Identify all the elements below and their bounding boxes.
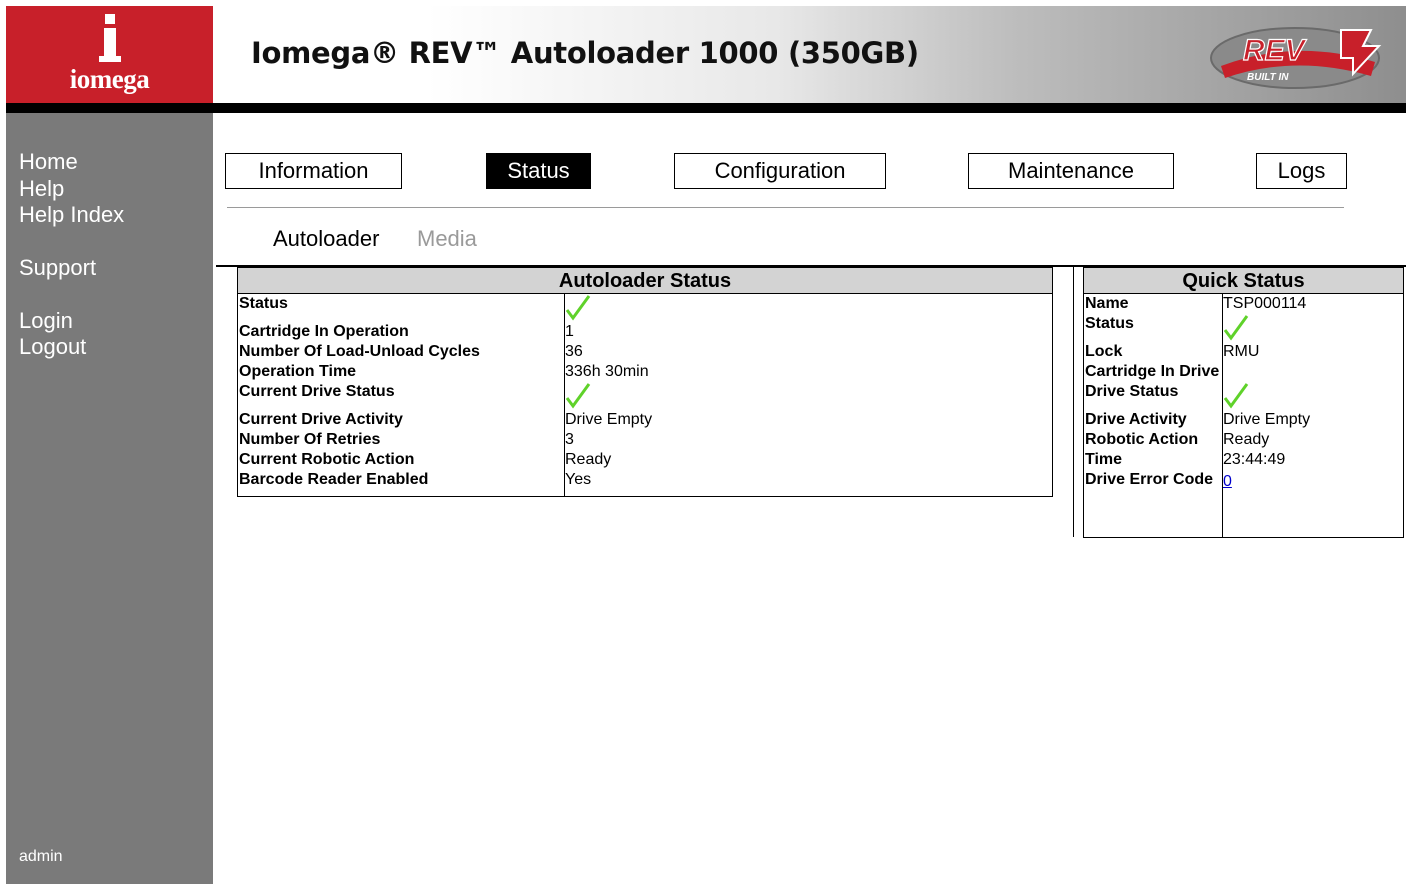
autoloader-status-title: Autoloader Status [238,268,1052,294]
sidebar [6,113,213,884]
row-value: 3 [565,431,574,448]
row-value: TSP000114 [1223,295,1307,312]
row-value: 36 [565,343,583,360]
table-row [238,322,1052,342]
subtab-media[interactable]: Media [417,226,477,251]
row-value [1223,470,1232,492]
row-value: Ready [565,451,612,468]
iomega-logo[interactable] [6,6,213,103]
product-title: Iomega® REV™ Autoloader 1000 (350GB) [251,36,919,70]
row-value: Yes [565,471,592,488]
row-label: Barcode Reader Enabled [239,471,429,488]
row-label: Current Drive Status [239,383,395,400]
row-value [565,294,591,322]
drive-error-code-link[interactable]: 0 [1223,473,1232,490]
row-value: Ready [1223,431,1270,448]
built-in-text: BUILT IN [1247,72,1289,83]
row-label: Drive Activity [1085,411,1187,428]
row-value [1223,314,1249,342]
header-rule [6,103,1406,113]
sidebar-link-help-index[interactable]: Help Index [19,202,125,227]
row-label: Cartridge In Operation [239,323,409,340]
brand-name: iomega [69,64,150,94]
panel-divider [1073,267,1074,537]
row-label: Number Of Retries [239,431,381,448]
table-row [238,450,1052,470]
table-row [238,430,1052,450]
sidebar-link-home[interactable]: Home [19,149,78,174]
table-row [1084,410,1403,430]
header-banner [6,6,1406,103]
rev-logo-text: REV [1243,34,1305,67]
quick-status-title: Quick Status [1084,268,1403,294]
row-label: Current Robotic Action [239,451,415,468]
subtab-autoloader[interactable]: Autoloader [273,226,380,251]
check-icon [1223,314,1249,342]
table-row [238,382,1052,410]
table-row [1084,430,1403,450]
table-row [1084,294,1403,314]
check-icon [565,294,591,322]
table-row [238,294,1052,322]
table-row [238,342,1052,362]
row-value: 336h 30min [565,363,649,380]
table-row [238,410,1052,430]
row-value: 1 [565,323,574,340]
row-label: Current Drive Activity [239,411,403,428]
check-icon [1223,382,1249,410]
table-row [1084,470,1403,492]
sidebar-link-help[interactable]: Help [19,176,65,201]
row-label: Name [1085,295,1129,312]
tabs-divider [227,207,1344,208]
row-value: Drive Empty [1223,411,1311,428]
tab-information[interactable]: Information [225,153,402,189]
autoloader-status-table [237,267,1053,497]
sidebar-link-login[interactable]: Login [19,308,73,333]
sidebar-link-support[interactable]: Support [19,255,97,280]
tab-status[interactable]: Status [486,153,591,189]
tab-maintenance[interactable]: Maintenance [968,153,1174,189]
row-value: Drive Empty [565,411,653,428]
row-label: Drive Status [1085,383,1179,400]
row-label: Status [1085,315,1134,332]
tab-logs[interactable]: Logs [1256,153,1347,189]
iomega-i-icon [99,14,121,64]
check-icon [565,382,591,410]
current-user: admin [19,848,63,865]
table-row [1084,382,1403,410]
rev-built-in-logo [1203,18,1393,94]
row-value [565,382,591,410]
row-value: RMU [1223,343,1260,360]
table-row [1084,450,1403,470]
row-label: Robotic Action [1085,431,1199,448]
row-value [1223,382,1249,410]
sidebar-link-logout[interactable]: Logout [19,334,87,359]
row-label: Lock [1085,343,1123,360]
row-label: Status [239,295,288,312]
row-label: Time [1085,451,1123,468]
row-label: Operation Time [239,363,357,380]
quick-status-table [1083,267,1404,538]
row-value: 23:44:49 [1223,451,1286,468]
tab-configuration[interactable]: Configuration [674,153,886,189]
row-label: Drive Error Code [1085,471,1214,488]
table-row [1084,314,1403,342]
table-row [238,470,1052,490]
row-label: Number Of Load-Unload Cycles [239,343,480,360]
table-row [1084,362,1403,382]
table-row [238,362,1052,382]
row-label: Cartridge In Drive [1085,363,1220,380]
table-row [1084,342,1403,362]
